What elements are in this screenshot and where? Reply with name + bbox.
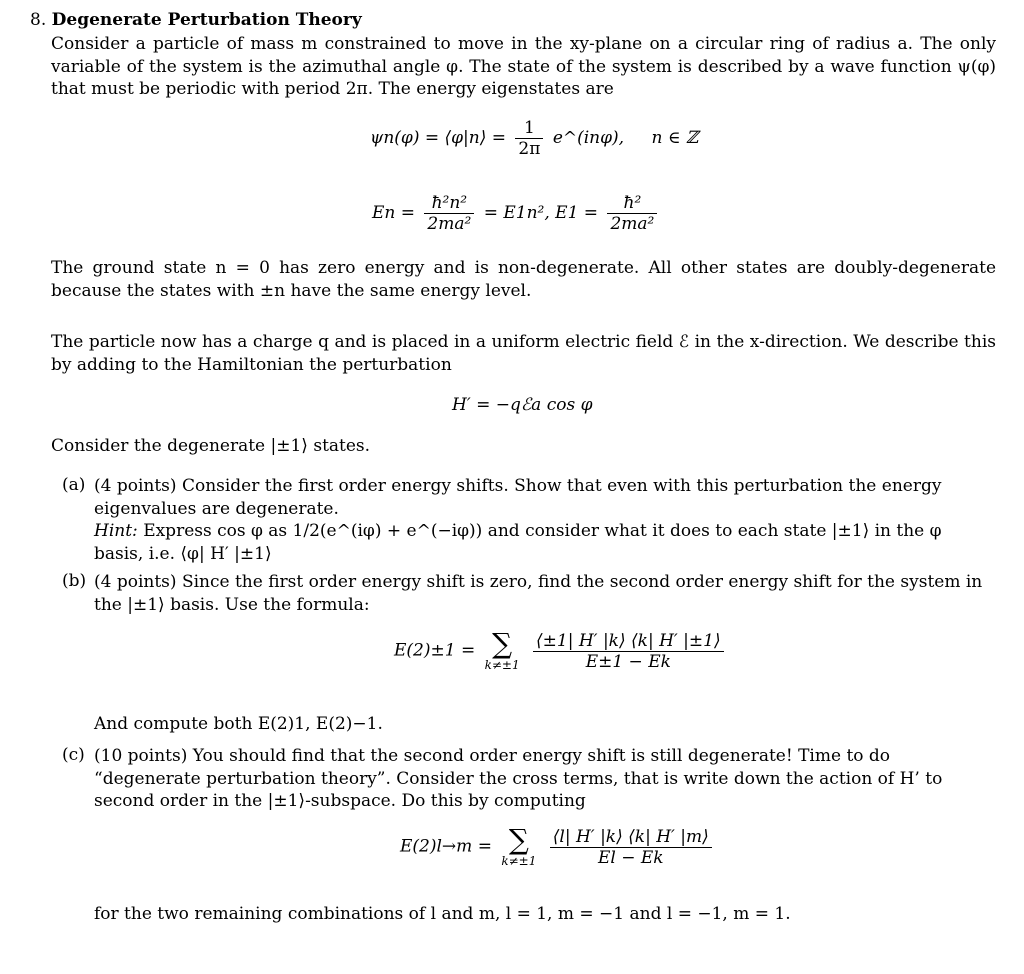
wave-eq-lhs: ψn(φ) = ⟨φ|n⟩ =	[370, 128, 506, 148]
part-a-label: (a)	[62, 475, 86, 495]
part-c-equation	[400, 823, 716, 868]
c-eq-summation: ∑ k≠±1	[501, 823, 537, 868]
hint-label: Hint:	[94, 521, 138, 541]
problem-number: 8.	[30, 10, 47, 30]
energy-eq-den2: 2ma²	[607, 213, 657, 234]
wave-eq-frac-num: 1	[523, 118, 535, 138]
intro-paragraph: Consider a particle of mass m constrained to move in the xy-plane on a circular ring of radius a. The only variable of the system is the azimuthal angle φ. The state of the system is described by a wave function ψ(φ) that must be periodic with period 2π. The energy eigenstates are	[51, 34, 996, 99]
energy-eq-num2: ħ²	[623, 193, 642, 213]
c-eq-sum-limit: k≠±1	[501, 854, 537, 868]
wave-eq-frac-den: 2π	[515, 138, 543, 159]
energy-eq-mid: = E1n², E1 =	[483, 203, 599, 223]
part-a-hint	[94, 520, 994, 565]
c-eq-lhs: E(2)l→m =	[400, 836, 492, 857]
c-eq-denominator: El − Ek	[550, 847, 712, 868]
part-a-text: (4 points) Consider the first order energy shifts. Show that even with this perturbation the energy eigenvalues are degenerate.	[94, 476, 942, 519]
consider-degenerate-text: Consider the degenerate |±1⟩ states.	[51, 436, 371, 456]
b-eq-lhs: E(2)±1 =	[394, 640, 476, 661]
part-c-text: (10 points) You should find that the second order energy shift is still degenerate! Time to do “degenerate perturbation theory”. Consider the cross terms, that is write down the action of H’ to second order in the |±1⟩-subspace. Do this by computing	[94, 746, 943, 811]
b-eq-denominator: E±1 − Ek	[533, 651, 724, 672]
part-b-compute: And compute both E(2)1, E(2)−1.	[94, 714, 383, 734]
part-b-label: (b)	[62, 571, 87, 591]
part-c-label: (c)	[62, 745, 85, 765]
part-c-final: for the two remaining combinations of l and m, l = 1, m = −1 and l = −1, m = 1.	[94, 904, 791, 924]
ground-state-paragraph: The ground state n = 0 has zero energy and is non-degenerate. All other states are doubly-degenerate because the states with ±n have the same energy level.	[51, 258, 996, 301]
problem-heading	[30, 10, 362, 30]
perturbation-equation: H′ = −qℰa cos φ	[452, 395, 593, 415]
energy-equation	[372, 193, 661, 234]
wave-eq-rhs: e^(inφ),	[552, 128, 625, 148]
energy-eq-lhs: En =	[372, 203, 416, 223]
part-b-equation	[394, 627, 728, 672]
c-eq-numerator: ⟨l| H′ |k⟩ ⟨k| H′ |m⟩	[552, 826, 709, 847]
b-eq-numerator: ⟨±1| H′ |k⟩ ⟨k| H′ |±1⟩	[536, 630, 721, 651]
field-paragraph: The particle now has a charge q and is placed in a uniform electric field ℰ in the x-direction. We describe this by adding to the Hamiltonian the perturbation	[51, 332, 996, 375]
b-eq-sum-limit: k≠±1	[484, 658, 520, 672]
energy-eq-den: 2ma²	[424, 213, 474, 234]
energy-eq-num: ħ²n²	[431, 193, 468, 213]
b-eq-summation: ∑ k≠±1	[484, 627, 520, 672]
wave-eq-condition: n ∈ ℤ	[651, 128, 699, 148]
part-b-text: (4 points) Since the first order energy shift is zero, find the second order energy shift for the system in the |±1⟩ basis. Use the formula:	[94, 572, 983, 615]
hint-text: Express cos φ as 1/2(e^(iφ) + e^(−iφ)) and consider what it does to each state |±1⟩ in the φ basis, i.e. ⟨φ| H′ |±1⟩	[94, 521, 942, 564]
wave-function-equation	[370, 118, 698, 159]
problem-title: Degenerate Perturbation Theory	[51, 10, 362, 30]
